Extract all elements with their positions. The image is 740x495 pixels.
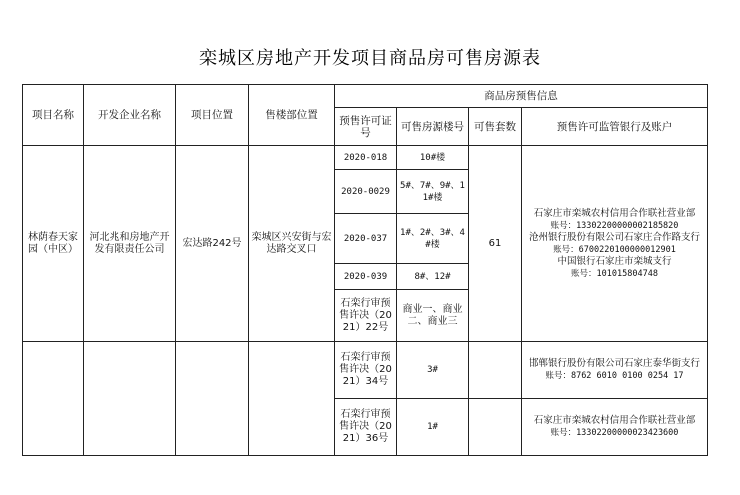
- bank-account: 账号：8762 6010 0100 0254 17: [545, 371, 684, 381]
- empty-cell: [84, 342, 176, 456]
- header-buildings: 可售房源楼号: [397, 108, 469, 146]
- bank-account-2: 账号：670022010000001290​1: [553, 244, 676, 255]
- page-title: 栾城区房地产开发项目商品房可售房源表: [199, 48, 541, 69]
- permit-no-cell: 2020-039: [335, 264, 397, 290]
- permit-no-cell: 石栾行审预售许决（2021）34号: [335, 342, 397, 399]
- buildings-cell: 3#: [397, 342, 469, 399]
- empty-cell: [23, 342, 84, 456]
- empty-cell: [249, 342, 335, 456]
- buildings-cell: 8#、12#: [397, 264, 469, 290]
- developer-cell: 河北兆和房地产开发有限责任公司: [84, 146, 176, 342]
- header-sales-office: 售楼部位置: [249, 85, 335, 146]
- buildings-cell: 10#楼: [397, 146, 469, 170]
- location-cell: 宏达路242号: [176, 146, 249, 342]
- permit-no-cell: 2020-037: [335, 214, 397, 264]
- permit-no-cell: 石栾行审预售许决（2021）36号: [335, 399, 397, 456]
- header-location: 项目位置: [176, 85, 249, 146]
- header-presale-group: 商品房预售信息: [335, 85, 708, 108]
- bank-account-1: 账号：1330220000000218582​0: [550, 220, 679, 231]
- buildings-cell: 1#: [397, 399, 469, 456]
- bank-name-3: 中国银行石家庄市栾城支行: [557, 255, 672, 267]
- empty-cell: [176, 342, 249, 456]
- header-project-name: 项目名称: [23, 85, 84, 146]
- buildings-cell: 1#、2#、3#、4#楼: [397, 214, 469, 264]
- units-cell: [469, 399, 522, 456]
- bank-cell: [522, 342, 708, 399]
- buildings-cell: 商业一、商业二、商业三: [397, 290, 469, 342]
- header-permit-no: 预售许可证号: [335, 108, 397, 146]
- units-cell: [469, 342, 522, 399]
- project-name-cell: 林荫春天家园（中区）: [23, 146, 84, 342]
- permit-no-cell: 2020-018: [335, 146, 397, 170]
- buildings-cell: 5#、7#、9#、11#楼: [397, 170, 469, 214]
- units-cell: 61: [469, 146, 522, 342]
- permit-no-cell: 石栾行审预售许决（2021）22号: [335, 290, 397, 342]
- bank-account-3: 账号：101015804748: [571, 268, 658, 279]
- header-developer: 开发企业名称: [84, 85, 176, 146]
- bank-cell: [522, 146, 708, 342]
- bank-name-2: 沧州银行股份有限公司石家庄合作路支行: [528, 231, 700, 243]
- bank-name: 石家庄市栾城农村信用合作联社营业部: [533, 415, 696, 426]
- listing-table: [22, 84, 708, 456]
- header-row-1: [23, 85, 708, 108]
- bank-name-1: 石家庄市栾城农村信用合作联社营业部: [533, 207, 696, 219]
- bank-account: 账号：13302200000023423600: [550, 428, 679, 438]
- permit-no-cell: 2020-0029: [335, 170, 397, 214]
- sales-office-cell: 栾城区兴安街与宏达路交叉口: [249, 146, 335, 342]
- header-bank: 预售许可监管银行及账户: [522, 108, 708, 146]
- bank-name: 邯郸银行股份有限公司石家庄泰华街支行: [528, 358, 700, 369]
- header-units: 可售套数: [469, 108, 522, 146]
- table-row: [23, 146, 708, 170]
- table-row: [23, 342, 708, 399]
- bank-cell: [522, 399, 708, 456]
